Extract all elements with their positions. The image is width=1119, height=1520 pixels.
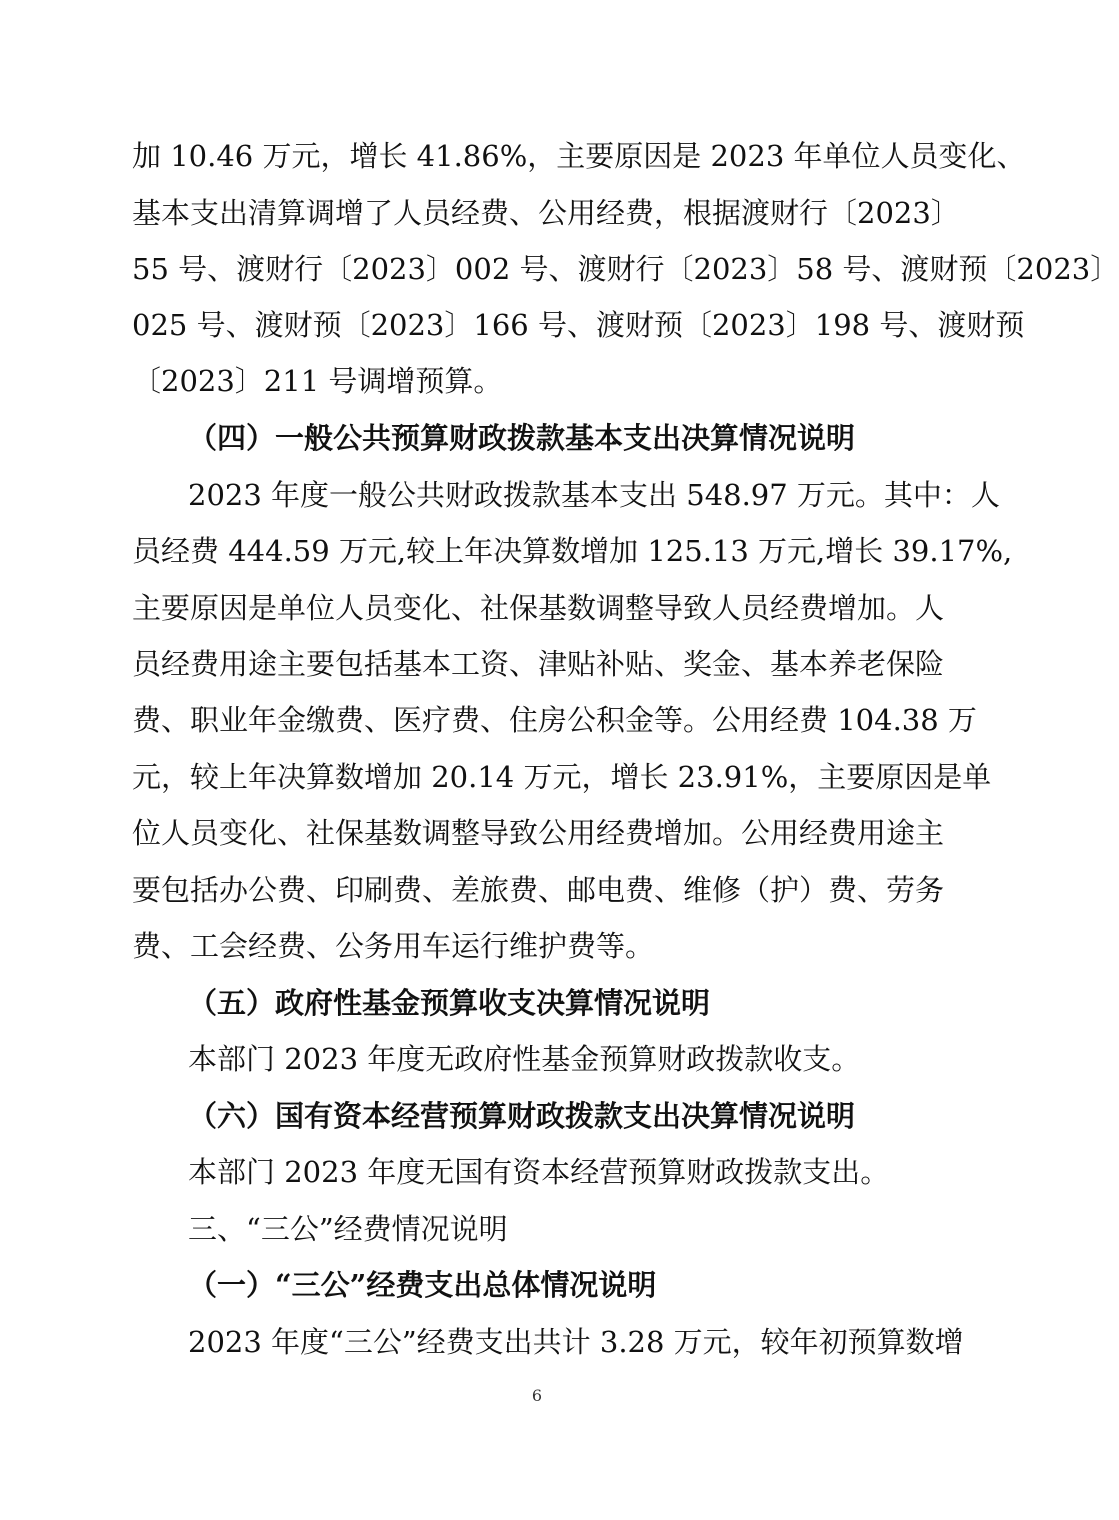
- section-heading-4: （四）一般公共预算财政拨款基本支出决算情况说明: [188, 421, 856, 455]
- section-heading-5: （五）政府性基金预算收支决算情况说明: [188, 986, 711, 1020]
- paragraph-line: 位人员变化、社保基数调整导致公用经费增加。公用经费用途主: [132, 816, 945, 850]
- paragraph-line: 要包括办公费、印刷费、差旅费、邮电费、维修（护）费、劳务: [132, 873, 945, 907]
- paragraph-line: 员经费用途主要包括基本工资、津贴补贴、奖金、基本养老保险: [132, 647, 945, 681]
- paragraph-line: 025 号、渡财预〔2023〕166 号、渡财预〔2023〕198 号、渡财预: [132, 308, 1025, 342]
- section-heading-6: （六）国有资本经营预算财政拨款支出决算情况说明: [188, 1099, 856, 1133]
- paragraph-line: 费、工会经费、公务用车运行维护费等。: [132, 929, 655, 963]
- paragraph-line: 本部门 2023 年度无政府性基金预算财政拨款收支。: [188, 1042, 861, 1076]
- paragraph-line: 2023 年度一般公共财政拨款基本支出 548.97 万元。其中：人: [188, 478, 1000, 512]
- paragraph-line: 员经费 444.59 万元,较上年决算数增加 125.13 万元,增长 39.17%,: [132, 534, 1013, 568]
- paragraph-line: 本部门 2023 年度无国有资本经营预算财政拨款支出。: [188, 1155, 890, 1189]
- paragraph-line: 加 10.46 万元，增长 41.86%，主要原因是 2023 年单位人员变化、: [132, 139, 1026, 173]
- part-heading-3: 三、“三公”经费情况说明: [188, 1212, 508, 1246]
- paragraph-line: 元，较上年决算数增加 20.14 万元，增长 23.91%，主要原因是单: [132, 760, 992, 794]
- paragraph-line: 基本支出清算调增了人员经费、公用经费，根据渡财行〔2023〕: [132, 196, 960, 230]
- paragraph-line: 主要原因是单位人员变化、社保基数调整导致人员经费增加。人: [132, 591, 945, 625]
- paragraph-line: 〔2023〕211 号调增预算。: [132, 364, 503, 398]
- page-number: 6: [531, 1386, 543, 1405]
- paragraph-line: 费、职业年金缴费、医疗费、住房公积金等。公用经费 104.38 万: [132, 703, 977, 737]
- subsection-heading-3-1: （一）“三公”经费支出总体情况说明: [188, 1268, 657, 1302]
- paragraph-line: 2023 年度“三公”经费支出共计 3.28 万元，较年初预算数增: [188, 1325, 964, 1359]
- paragraph-line: 55 号、渡财行〔2023〕002 号、渡财行〔2023〕58 号、渡财预〔2023〕: [132, 252, 1119, 286]
